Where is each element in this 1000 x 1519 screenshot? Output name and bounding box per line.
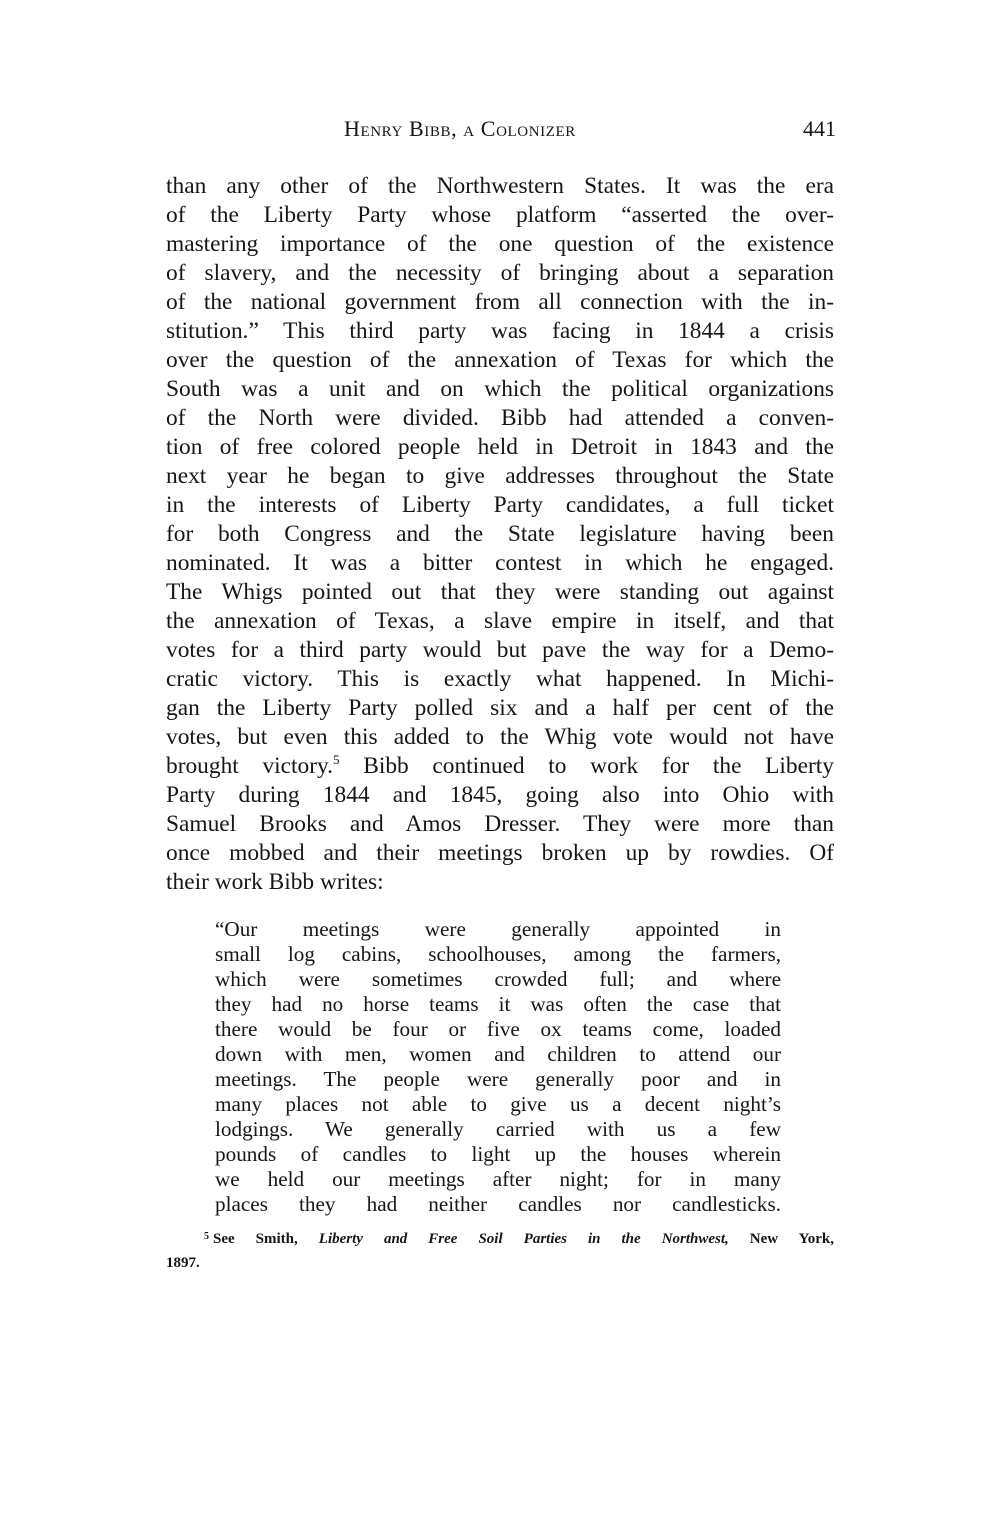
quote-line: which were sometimes crowded full; and where	[215, 967, 781, 991]
page-header	[166, 116, 836, 148]
body-line: The Whigs pointed out that they were standing out against	[166, 579, 834, 605]
body-line-text: Bibb continued to work for the Liberty	[339, 753, 834, 779]
footnote-prefix: See Smith,	[213, 1231, 319, 1247]
quote-line: pounds of candles to light up the houses wherein	[215, 1142, 781, 1166]
body-line: over the question of the annexation of Texas for which the	[166, 347, 834, 373]
body-line: votes for a third party would but pave the way for a Demo-	[166, 637, 834, 663]
body-line: next year he began to give addresses throughout the State	[166, 463, 834, 489]
body-line: South was a unit and on which the political organizations	[166, 376, 834, 402]
body-line	[166, 751, 834, 781]
quote-line: “Our meetings were generally appointed in	[215, 917, 781, 941]
quote-line: lodgings. We generally carried with us a few	[215, 1117, 781, 1141]
body-line: Samuel Brooks and Amos Dresser. They were more than	[166, 811, 834, 837]
body-line: votes, but even this added to the Whig vote would not have	[166, 724, 834, 750]
quote-line: small log cabins, schoolhouses, among the farmers,	[215, 942, 781, 966]
quote-line: they had no horse teams it was often the case that	[215, 992, 781, 1016]
quote-line: there would be four or five ox teams come, loaded	[215, 1017, 781, 1041]
footnote-line: 1897.	[166, 1255, 200, 1271]
footnote-line	[166, 1224, 834, 1252]
quote-line: we held our meetings after night; for in many	[215, 1167, 781, 1191]
body-line: stitution.” This third party was facing in 1844 a crisis	[166, 318, 834, 344]
footnote-reference[interactable]: 5	[333, 752, 340, 767]
body-line: Party during 1844 and 1845, going also into Ohio with	[166, 782, 834, 808]
running-title: Henry Bibb, a Colonizer	[344, 116, 576, 141]
body-line: of the North were divided. Bibb had attended a conven-	[166, 405, 834, 431]
body-line: of slavery, and the necessity of bringing about a separation	[166, 260, 834, 286]
body-line: than any other of the Northwestern States. It was the era	[166, 173, 834, 199]
footnote-title: Liberty and Free Soil Parties in the Northwest,	[318, 1231, 729, 1247]
quote-line: meetings. The people were generally poor and in	[215, 1067, 781, 1091]
body-line: gan the Liberty Party polled six and a half per cent of the	[166, 695, 834, 721]
footnote-marker: 5	[204, 1231, 209, 1242]
body-line: of the national government from all connection with the in-	[166, 289, 834, 315]
body-line: the annexation of Texas, a slave empire in itself, and that	[166, 608, 834, 634]
body-line: once mobbed and their meetings broken up by rowdies. Of	[166, 840, 834, 866]
page-number: 441	[803, 116, 836, 141]
body-line: tion of free colored people held in Detroit in 1843 and the	[166, 434, 834, 460]
body-line: mastering importance of the one question of the existence	[166, 231, 834, 257]
body-line: for both Congress and the State legislature having been	[166, 521, 834, 547]
body-line: in the interests of Liberty Party candidates, a full ticket	[166, 492, 834, 518]
body-line: of the Liberty Party whose platform “asserted the over-	[166, 202, 834, 228]
body-line: their work Bibb writes:	[166, 869, 384, 895]
body-line: cratic victory. This is exactly what happened. In Michi-	[166, 666, 834, 692]
body-line-text: brought victory.	[166, 753, 334, 779]
quote-line: places they had neither candles nor candlesticks.	[215, 1192, 781, 1216]
quote-line: many places not able to give us a decent night’s	[215, 1092, 781, 1116]
quote-line: down with men, women and children to attend our	[215, 1042, 781, 1066]
body-line: nominated. It was a bitter contest in which he engaged.	[166, 550, 834, 576]
footnote-suffix: New York,	[728, 1231, 835, 1247]
